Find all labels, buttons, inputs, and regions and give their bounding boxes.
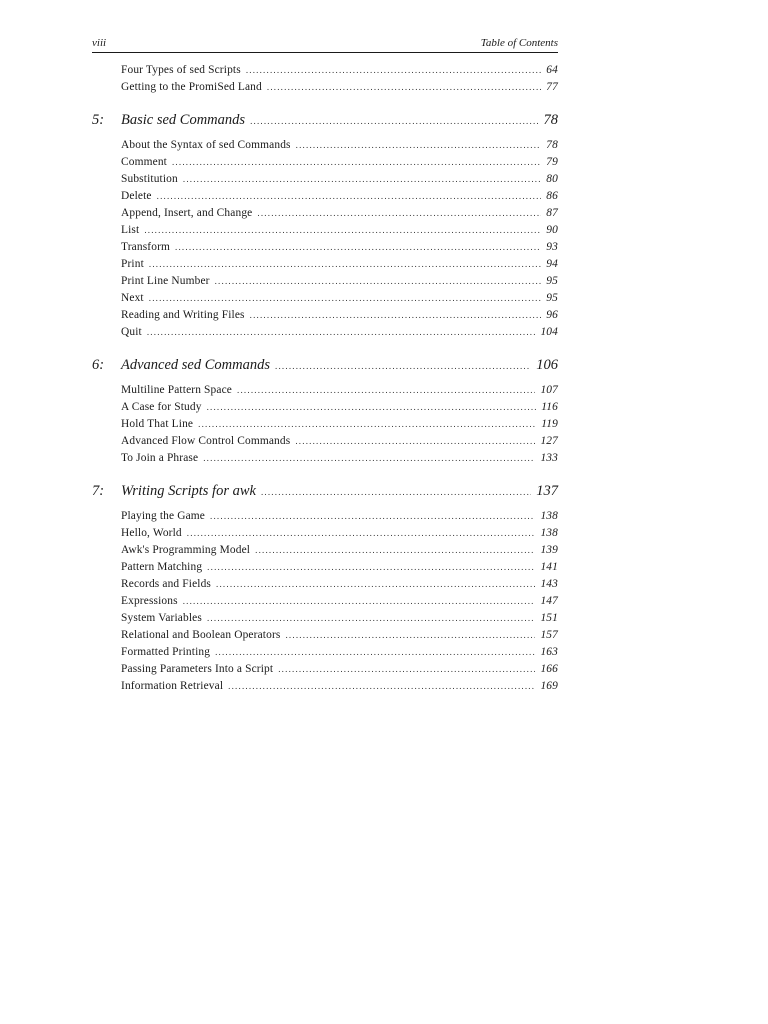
dot-leader	[210, 511, 535, 521]
entry-page: 95	[546, 292, 558, 304]
entry-page: 157	[540, 629, 558, 641]
dot-leader	[183, 174, 541, 184]
dot-leader	[147, 327, 536, 337]
entry-page: 86	[546, 190, 558, 202]
chapter-number: 5:	[92, 112, 105, 128]
toc-entry	[121, 578, 558, 595]
table-of-contents	[92, 64, 558, 697]
toc-entry	[121, 241, 558, 258]
dot-leader	[255, 545, 535, 555]
entry-title: Multiline Pattern Space	[121, 384, 233, 396]
toc-entry	[121, 224, 558, 241]
entry-page: 147	[540, 595, 558, 607]
entry-page: 64	[546, 64, 558, 76]
entry-page: 138	[540, 527, 558, 539]
entry-title: Relational and Boolean Operators	[121, 629, 281, 641]
toc-entry	[121, 401, 558, 418]
toc-entry	[121, 64, 558, 81]
entry-title: Hello, World	[121, 527, 182, 539]
entry-page: 94	[546, 258, 558, 270]
entry-page: 104	[540, 326, 558, 338]
toc-entry	[121, 207, 558, 224]
dot-leader	[296, 140, 542, 150]
toc-entry	[121, 612, 558, 629]
dot-leader	[144, 225, 541, 235]
dot-leader	[250, 116, 538, 126]
entry-page: 96	[546, 309, 558, 321]
toc-entry	[121, 544, 558, 561]
entry-title: Quit	[121, 326, 142, 338]
dot-leader	[149, 293, 542, 303]
entry-page: 107	[540, 384, 558, 396]
entry-title: Print	[121, 258, 144, 270]
dot-leader	[278, 664, 535, 674]
toc-page	[92, 37, 558, 697]
entry-title: Getting to the PromiSed Land	[121, 81, 262, 93]
chapter-heading-5	[92, 112, 558, 132]
chapter-page: 106	[536, 357, 558, 373]
dot-leader	[285, 630, 535, 640]
entry-page: 119	[541, 418, 558, 430]
toc-entry	[121, 561, 558, 578]
toc-entry	[121, 139, 558, 156]
entry-page: 143	[540, 578, 558, 590]
chapter-title: Basic sed Commands	[121, 112, 246, 128]
dot-leader	[246, 65, 541, 75]
entry-title: Records and Fields	[121, 578, 212, 590]
toc-entry	[121, 81, 558, 98]
entry-title: Advanced Flow Control Commands	[121, 435, 291, 447]
toc-entry	[121, 646, 558, 663]
entry-page: 77	[546, 81, 558, 93]
chapter-title: Writing Scripts for awk	[121, 483, 256, 499]
toc-entry	[121, 663, 558, 680]
page-number-label: viii	[92, 37, 107, 49]
dot-leader	[149, 259, 541, 269]
dot-leader	[207, 402, 537, 412]
toc-entry	[121, 292, 558, 309]
toc-entry	[121, 190, 558, 207]
toc-entry	[121, 418, 558, 435]
toc-entry	[121, 309, 558, 326]
entry-page: 93	[546, 241, 558, 253]
entry-title: A Case for Study	[121, 401, 202, 413]
dot-leader	[175, 242, 541, 252]
dot-leader	[207, 613, 535, 623]
toc-entry	[121, 527, 558, 544]
dot-leader	[257, 208, 541, 218]
dot-leader	[203, 453, 535, 463]
entry-title: List	[121, 224, 140, 236]
entry-title: Reading and Writing Files	[121, 309, 245, 321]
entry-page: 127	[540, 435, 558, 447]
toc-entry	[121, 680, 558, 697]
entry-title: System Variables	[121, 612, 202, 624]
dot-leader	[215, 647, 535, 657]
dot-leader	[250, 310, 542, 320]
dot-leader	[172, 157, 541, 167]
toc-entry	[121, 595, 558, 612]
chapter-page: 78	[543, 112, 558, 128]
entry-title: Information Retrieval	[121, 680, 224, 692]
dot-leader	[228, 681, 535, 691]
entry-page: 138	[540, 510, 558, 522]
entry-title: Print Line Number	[121, 275, 210, 287]
dot-leader	[295, 436, 535, 446]
toc-entry	[121, 173, 558, 190]
section-label: Table of Contents	[480, 37, 558, 49]
entry-page: 141	[540, 561, 558, 573]
toc-entry	[121, 275, 558, 292]
toc-entry	[121, 258, 558, 275]
dot-leader	[187, 528, 536, 538]
toc-entry	[121, 156, 558, 173]
entry-title: To Join a Phrase	[121, 452, 199, 464]
dot-leader	[275, 361, 531, 371]
entry-title: Substitution	[121, 173, 178, 185]
entry-title: Transform	[121, 241, 171, 253]
entry-page: 90	[546, 224, 558, 236]
toc-entry	[121, 326, 558, 343]
chapter-title: Advanced sed Commands	[121, 357, 271, 373]
entry-page: 169	[540, 680, 558, 692]
entry-title: Passing Parameters Into a Script	[121, 663, 274, 675]
dot-leader	[216, 579, 535, 589]
entry-title: Formatted Printing	[121, 646, 211, 658]
running-head	[92, 37, 558, 53]
entry-title: Four Types of sed Scripts	[121, 64, 241, 76]
entry-title: Append, Insert, and Change	[121, 207, 253, 219]
entry-title: Next	[121, 292, 144, 304]
entry-title: Awk's Programming Model	[121, 544, 251, 556]
dot-leader	[157, 191, 542, 201]
dot-leader	[261, 487, 531, 497]
entry-page: 163	[540, 646, 558, 658]
dot-leader	[267, 82, 541, 92]
entry-page: 151	[540, 612, 558, 624]
entry-page: 80	[546, 173, 558, 185]
toc-entry	[121, 384, 558, 401]
entry-title: About the Syntax of sed Commands	[121, 139, 291, 151]
chapter-heading-7	[92, 483, 558, 503]
entry-title: Hold That Line	[121, 418, 194, 430]
dot-leader	[237, 385, 535, 395]
entry-page: 166	[540, 663, 558, 675]
toc-entry	[121, 435, 558, 452]
entry-page: 78	[546, 139, 558, 151]
toc-entry	[121, 510, 558, 527]
dot-leader	[183, 596, 536, 606]
entry-page: 87	[546, 207, 558, 219]
entry-title: Playing the Game	[121, 510, 206, 522]
chapter-page: 137	[536, 483, 558, 499]
entry-page: 116	[541, 401, 558, 413]
dot-leader	[198, 419, 536, 429]
toc-entry	[121, 629, 558, 646]
toc-entry	[121, 452, 558, 469]
entry-title: Delete	[121, 190, 152, 202]
entry-title: Expressions	[121, 595, 178, 607]
entry-page: 79	[546, 156, 558, 168]
entry-page: 133	[540, 452, 558, 464]
dot-leader	[207, 562, 535, 572]
entry-title: Comment	[121, 156, 167, 168]
chapter-heading-6	[92, 357, 558, 377]
entry-page: 95	[546, 275, 558, 287]
dot-leader	[215, 276, 542, 286]
entry-page: 139	[540, 544, 558, 556]
entry-title: Pattern Matching	[121, 561, 203, 573]
chapter-number: 6:	[92, 357, 105, 373]
chapter-number: 7:	[92, 483, 105, 499]
